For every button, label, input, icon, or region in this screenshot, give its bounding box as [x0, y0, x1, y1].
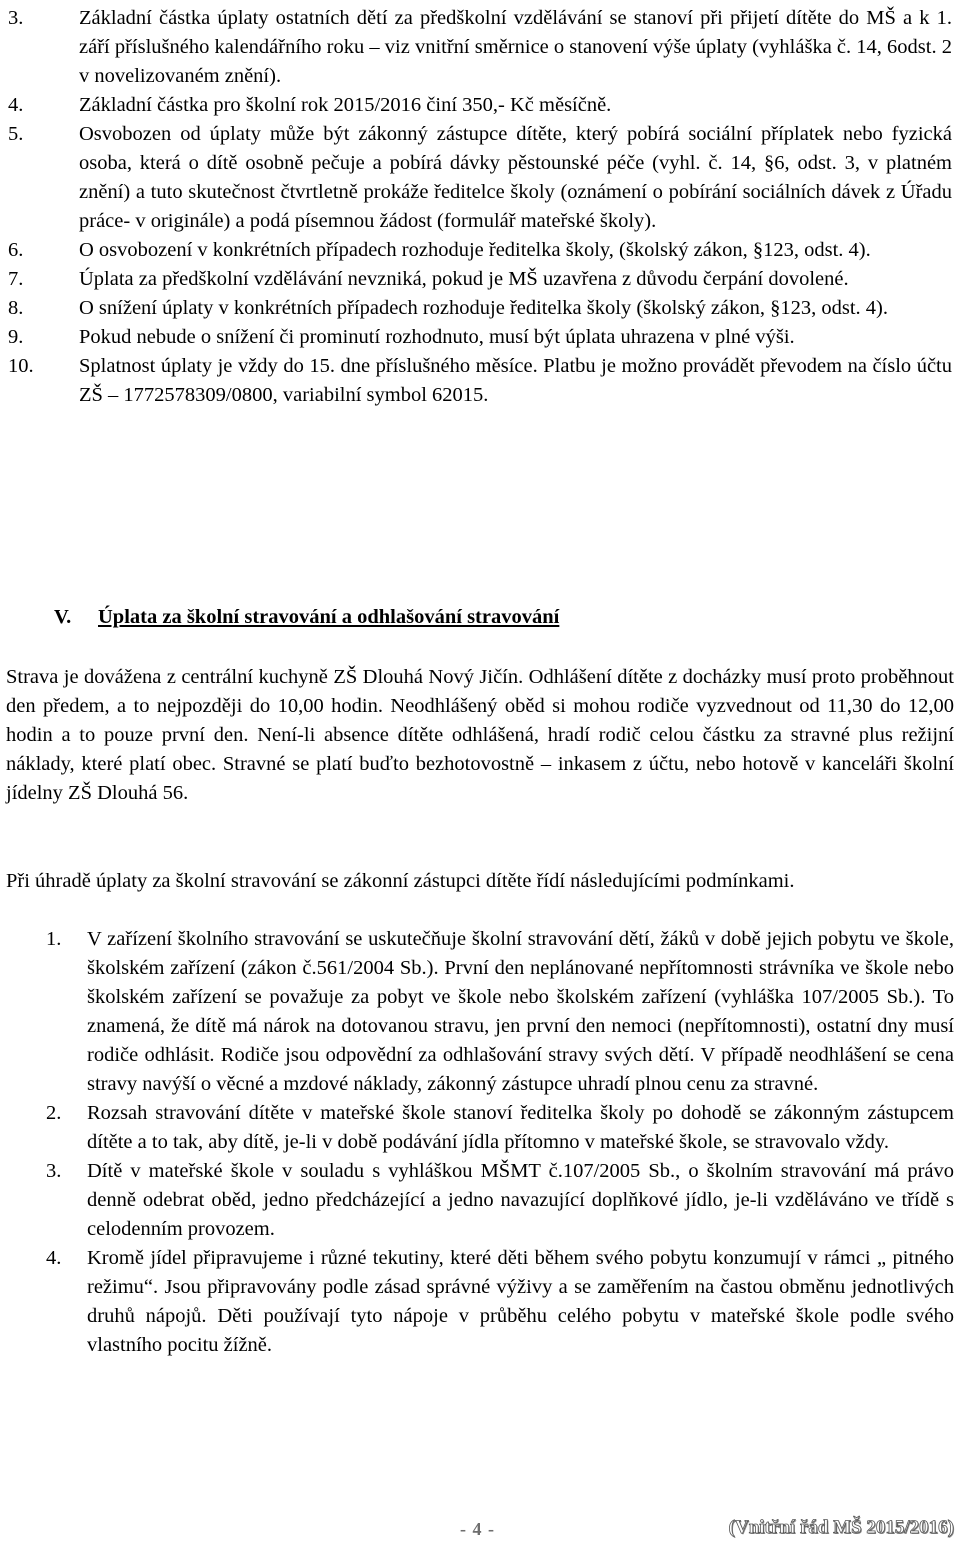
- paragraph-payment-conditions: Při úhradě úplaty za školní stravování se zákonní zástupci dítěte řídí následujícími podmínkami.: [6, 870, 795, 892]
- list-item: [0, 120, 960, 236]
- page-number: - 4 -: [460, 1519, 495, 1539]
- list-item-number: 3.: [46, 1160, 62, 1182]
- list-item-number: 3.: [8, 7, 24, 29]
- list-item-number: 4.: [46, 1247, 62, 1269]
- list-item-text: Základní částka pro školní rok 2015/2016 činí 350,- Kč měsíčně.: [79, 94, 612, 116]
- list-item: [0, 91, 960, 120]
- list-item: [0, 352, 960, 410]
- list-item: [0, 1244, 960, 1360]
- list-item: [0, 925, 960, 1099]
- list-item-text: V zařízení školního stravování se uskutečňuje školní stravování dětí, žáků v době jejich pobytu ve škole, školském zařízení (zákon č.561/2004 Sb.). První den neplánované nepřítomnosti strávníka ve škole nebo školském zařízení se považuje za pobyt ve škole nebo školském zařízení (vyhláška 107/2005 Sb.). To znamená, že dítě má nárok na dotovanou stravu, jen první den nemoci (nepřítomnosti), ostatní dny musí rodiče odhlásit. Rodiče jsou odpovědní za odhlašování stravy svých dětí. V případě neodhlášení se cena stravy navýší o věcné a mzdové náklady, zákonný zástupce uhradí plnou cenu za stravné.: [87, 928, 954, 1095]
- list-item-text: O snížení úplaty v konkrétních případech rozhoduje ředitelka školy (školský zákon, §123, odst. 4).: [79, 297, 888, 319]
- list-item-text: Dítě v mateřské škole v souladu s vyhláškou MŠMT č.107/2005 Sb., o školním stravování má právo denně odebrat oběd, jedno předcházející a jedno navazující doplňkové jídlo, je-li vzděláváno ve třídě s celodenním provozem.: [87, 1160, 954, 1240]
- list-item-number: 1.: [46, 928, 62, 950]
- list-item-number: 7.: [8, 268, 24, 290]
- list-item-number: 5.: [8, 123, 24, 145]
- list-item-text: Rozsah stravování dítěte v mateřské škole stanoví ředitelka školy po dohodě se zákonným zástupcem dítěte a to tak, aby dítě, je-li v době podávání jídla přítomno v mateřské škole, se stravovalo vždy.: [87, 1102, 954, 1153]
- list-item-text: Splatnost úplaty je vždy do 15. dne příslušného měsíce. Platbu je možno provádět převodem na číslo účtu ZŠ – 1772578309/0800, variabilní symbol 62015.: [79, 355, 952, 406]
- list-item-text: Pokud nebude o snížení či prominutí rozhodnuto, musí být úplata uhrazena v plné výši.: [79, 326, 795, 348]
- list-item-number: 9.: [8, 326, 24, 348]
- list-item-text: O osvobození v konkrétních případech rozhoduje ředitelka školy, (školský zákon, §123, odst. 4).: [79, 239, 871, 261]
- list-item: [0, 236, 960, 265]
- list-item: [0, 1157, 960, 1244]
- numbered-list-fees: [0, 4, 960, 410]
- list-item-text: Osvobozen od úplaty může být zákonný zástupce dítěte, který pobírá sociální příplatek nebo fyzická osoba, která o dítě osobně pečuje a pobírá dávky pěstounské péče (vyhl. č. 14, §6, odst. 3, v platném znění) a tuto skutečnost čtvrtletně prokáže ředitelce školy (oznámení o pobírání sociálních dávek z Úřadu práce- v originále) a podá písemnou žádost (formulář mateřské školy).: [79, 123, 952, 232]
- list-item: [0, 265, 960, 294]
- list-item-text: Základní částka úplaty ostatních dětí za předškolní vzdělávání se stanoví při přijetí dítěte do MŠ a k 1. září příslušného kalendářního roku – viz vnitřní směrnice o stanovení výše úplaty (vyhláška č. 14, 6odst. 2 v novelizovaném znění).: [79, 7, 952, 87]
- list-item-text: Kromě jídel připravujeme i různé tekutiny, které děti během svého pobytu konzumují v rámci „ pitného režimu“. Jsou připravovány podle zásad správné výživy a se zaměřením na častou obměnu jednotlivých druhů nápojů. Děti používají tyto nápoje v průběhu celého pobytu v mateřské škole podle svého vlastního pocitu žížně.: [87, 1247, 954, 1356]
- list-item-number: 4.: [8, 94, 24, 116]
- section-heading: [54, 603, 934, 632]
- list-item-number: 6.: [8, 239, 24, 261]
- section-number: V.: [54, 606, 72, 628]
- list-item-number: 10.: [8, 355, 34, 377]
- list-item-number: 8.: [8, 297, 24, 319]
- paragraph-meal-delivery: Strava je dovážena z centrální kuchyně ZŠ Dlouhá Nový Jičín. Odhlášení dítěte z docházky musí proto proběhnout den předem, a to nejpozději do 10,00 hodin. Neodhlášený oběd si mohou rodiče vyzvednout od 11,30 do 12,00 hodin a to pouze první den. Není-li absence dítěte odhlášená, hradí rodič celou částku za stravné plus režijní náklady, které platí obec. Stravné se platí buďto bezhotovostně – inkasem z účtu, nebo hotově v kanceláři školní jídelny ZŠ Dlouhá 56.: [6, 666, 954, 804]
- list-item: [0, 1099, 960, 1157]
- list-item-number: 2.: [46, 1102, 62, 1124]
- numbered-list-meals: [0, 925, 960, 1360]
- document-footer-title: (Vnitřní řád MŠ 2015/2016): [728, 1517, 954, 1538]
- list-item: [0, 4, 960, 91]
- list-item: [0, 294, 960, 323]
- section-title: Úplata za školní stravování a odhlašování stravování: [98, 606, 560, 628]
- list-item-text: Úplata za předškolní vzdělávání nevzniká, pokud je MŠ uzavřena z důvodu čerpání dovolené.: [79, 268, 849, 290]
- list-item: [0, 323, 960, 352]
